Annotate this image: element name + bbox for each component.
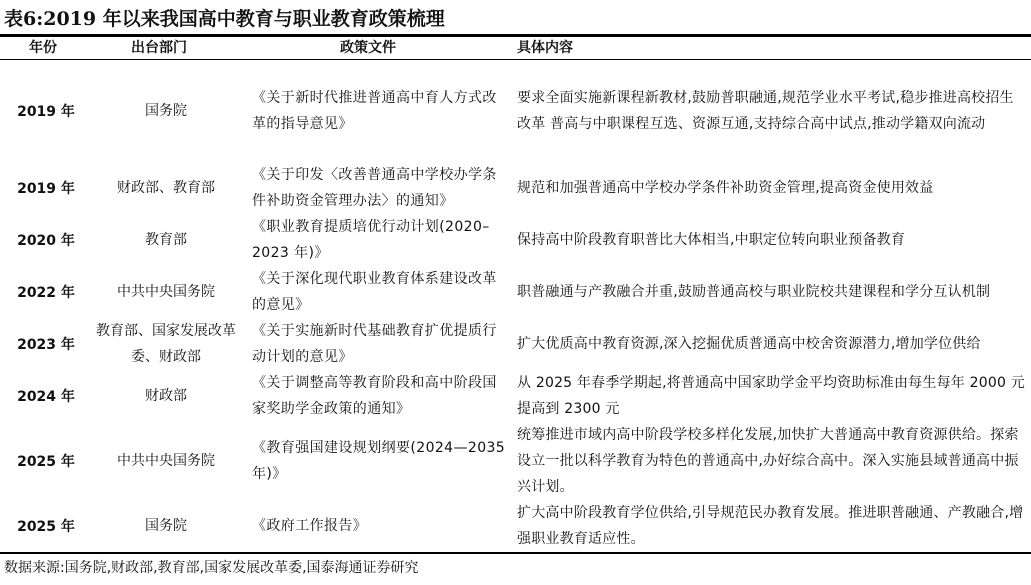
content-cell: 统筹推进市域内高中阶段学校多样化发展,加快扩大普通高中教育资源供给。探索设立一批以科学教育为特色的普通高中,办好综合高中。深入实施县域普通高中振兴计划。 xyxy=(517,427,1019,495)
bottom-rule xyxy=(0,552,1031,554)
content-cell: 要求全面实施新课程新教材,鼓励普职融通,规范学业水平考试,稳步推进高校招生改革 普高与中职课程互选、资源互通,支持综合高中试点,推动学籍双向流动 xyxy=(517,90,1014,132)
doc-cell: 《政府工作报告》 xyxy=(252,518,368,534)
content-cell: 扩大高中阶段教育学位供给,引导规范民办教育发展。推进职普融通、产教融合,增强职业教育适应性。 xyxy=(517,505,1024,547)
year-cell: 2025 年 xyxy=(17,519,75,535)
content-cell: 保持高中阶段教育职普比大体相当,中职定位转向职业预备教育 xyxy=(517,232,906,248)
table-row xyxy=(0,60,1031,162)
dept-cell: 教育部 xyxy=(145,232,187,248)
year-cell: 2019 年 xyxy=(17,181,75,197)
table-row xyxy=(0,214,1031,266)
doc-cell: 《职业教育提质培优行动计划(2020–2023 年)》 xyxy=(252,219,490,261)
dept-cell: 中共中央国务院 xyxy=(117,284,215,300)
doc-cell: 《关于调整高等教育阶段和高中阶段国家奖助学金政策的通知》 xyxy=(252,375,497,417)
doc-cell: 《关于印发〈改善普通高中学校办学条件补助资金管理办法〉的通知》 xyxy=(252,167,497,209)
table-row xyxy=(0,266,1031,318)
dept-cell: 财政部、教育部 xyxy=(117,180,215,196)
table-row xyxy=(0,318,1031,370)
table-header xyxy=(0,37,1031,59)
year-cell: 2023 年 xyxy=(17,337,75,353)
content-cell: 规范和加强普通高中学校办学条件补助资金管理,提高资金使用效益 xyxy=(517,180,934,196)
year-cell: 2019 年 xyxy=(17,104,75,120)
doc-cell: 《关于深化现代职业教育体系建设改革的意见》 xyxy=(252,271,497,313)
table-row xyxy=(0,370,1031,422)
header-dept: 出台部门 xyxy=(131,40,187,56)
content-cell: 职普融通与产教融合并重,鼓励普通高校与职业院校共建课程和学分互认机制 xyxy=(517,284,991,300)
table-title: 表6:2019 年以来我国高中教育与职业教育政策梳理 xyxy=(4,8,445,30)
dept-cell: 中共中央国务院 xyxy=(117,453,215,469)
doc-cell: 《关于实施新时代基础教育扩优提质行动计划的意见》 xyxy=(252,323,497,365)
doc-cell: 《关于新时代推进普通高中育人方式改革的指导意见》 xyxy=(252,90,497,132)
dept-cell: 国务院 xyxy=(145,103,187,119)
year-cell: 2022 年 xyxy=(17,285,75,301)
doc-cell: 《教育强国建设规划纲要(2024—2035 年)》 xyxy=(252,440,506,482)
dept-cell: 国务院 xyxy=(145,518,187,534)
year-cell: 2024 年 xyxy=(17,389,75,405)
header-year: 年份 xyxy=(29,40,57,56)
table-row xyxy=(0,422,1031,500)
source-note: 数据来源:国务院,财政部,教育部,国家发展改革委,国泰海通证券研究 xyxy=(4,560,419,576)
dept-cell: 教育部、国家发展改革委、财政部 xyxy=(96,323,236,365)
content-cell: 从 2025 年春季学期起,将普通高中国家助学金平均资助标准由每生每年 2000 元提高到 2300 元 xyxy=(517,375,1025,417)
header-doc: 政策文件 xyxy=(340,40,396,56)
year-cell: 2025 年 xyxy=(17,454,75,470)
year-cell: 2020 年 xyxy=(17,233,75,249)
dept-cell: 财政部 xyxy=(145,388,187,404)
table-row xyxy=(0,500,1031,552)
content-cell: 扩大优质高中教育资源,深入挖掘优质普通高中校舍资源潜力,增加学位供给 xyxy=(517,336,981,352)
table-row xyxy=(0,162,1031,214)
header-content: 具体内容 xyxy=(517,40,573,56)
